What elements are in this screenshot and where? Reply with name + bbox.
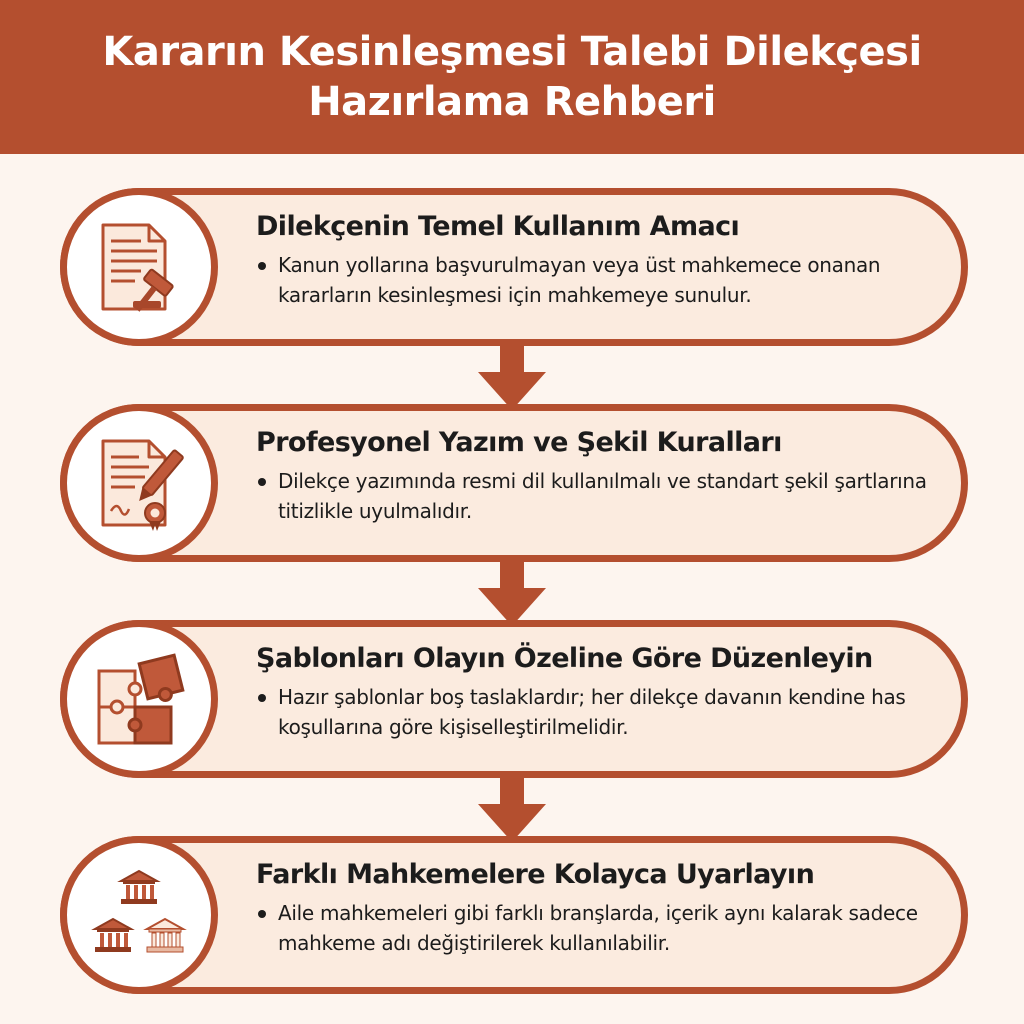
step-title: Şablonları Olayın Özeline Göre Düzenleyin — [256, 643, 873, 674]
step-bullet-text: Kanun yollarına başvurulmayan veya üst mahkemece onanan kararların kesinleşmesi için mahkemeye sunulur. — [256, 250, 954, 310]
courthouse-icon — [121, 871, 157, 904]
step-title: Dilekçenin Temel Kullanım Amacı — [256, 211, 740, 242]
step-card-4 — [60, 836, 968, 994]
icon-circle-2 — [60, 404, 218, 562]
step-content-3 — [256, 642, 954, 742]
step-bullet-text: Aile mahkemeleri gibi farklı branşlarda, içerik aynı kalarak sadece mahkeme adı değiştirilerek kullanılabilir. — [256, 898, 954, 958]
page-title-line-1: Kararın Kesinleşmesi Talebi Dilekçesi — [102, 29, 922, 75]
courthouses-icon — [89, 865, 189, 965]
page-title-line-2: Hazırlama Rehberi — [308, 79, 716, 125]
step-content-4 — [256, 858, 954, 958]
step-card-1 — [60, 188, 968, 346]
courthouse-icon — [147, 919, 183, 952]
icon-circle-4 — [60, 836, 218, 994]
header-banner — [0, 0, 1024, 154]
down-arrow-1 — [478, 338, 546, 410]
step-content-1 — [256, 210, 954, 310]
icon-circle-1 — [60, 188, 218, 346]
puzzle-icon — [89, 649, 189, 749]
down-arrow-2 — [478, 554, 546, 626]
document-pen-seal-icon — [89, 433, 189, 533]
step-bullet-text: Dilekçe yazımında resmi dil kullanılmalı ve standart şekil şartlarına titizlikle uyulmalıdır. — [256, 466, 954, 526]
document-gavel-icon — [89, 217, 189, 317]
courthouse-icon — [95, 919, 131, 952]
down-arrow-3 — [478, 770, 546, 842]
step-card-2 — [60, 404, 968, 562]
step-title: Profesyonel Yazım ve Şekil Kuralları — [256, 427, 782, 458]
step-card-3 — [60, 620, 968, 778]
step-title: Farklı Mahkemelere Kolayca Uyarlayın — [256, 859, 815, 890]
icon-circle-3 — [60, 620, 218, 778]
step-content-2 — [256, 426, 954, 526]
step-bullet-text: Hazır şablonlar boş taslaklardır; her dilekçe davanın kendine has koşullarına göre kişiselleştirilmelidir. — [256, 682, 954, 742]
